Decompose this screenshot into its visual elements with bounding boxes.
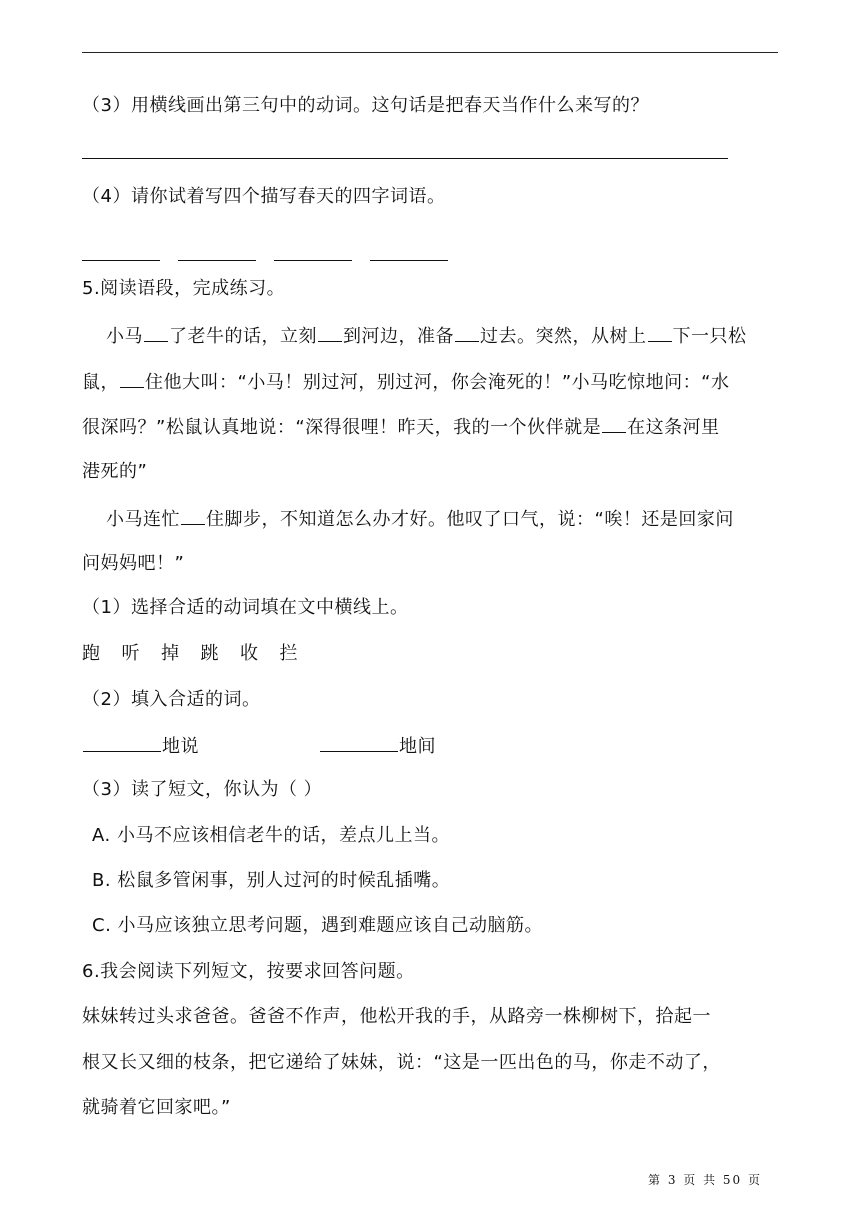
q5-title: 5.阅读语段，完成练习。 [82, 278, 286, 299]
q5-paragraph-line: 鼠， 住他大叫：“小马！别过河，别过河，你会淹死的！”小马吃惊地问：“水 [82, 369, 729, 395]
choice-word: 跑 [82, 643, 101, 664]
choice-word: 掉 [161, 643, 180, 664]
header-rule [82, 52, 778, 53]
answer-line [82, 158, 728, 159]
q5-paragraph-line: 小马连忙 住脚步，不知道怎么办才好。他叹了口气，说：“唉！还是回家问 [106, 506, 734, 532]
q5-paragraph-line: 小马 了老牛的话，立刻 到河边，准备 过去。突然，从树上 下一只松 [106, 323, 747, 349]
answer-blank [370, 260, 448, 261]
fill-in-line: 地说 地间 [82, 733, 436, 759]
four-answer-blanks [82, 246, 466, 265]
q5-paragraph-line: 很深吗？”松鼠认真地说：“深得很哩！昨天，我的一个伙伴就是 在这条河里 [82, 414, 720, 440]
q4-sub4: （4）请你试着写四个描写春天的四字词语。 [82, 186, 446, 207]
choice-word: 听 [121, 643, 140, 664]
q6-passage-line: 就骑着它回家吧。” [82, 1097, 231, 1118]
q5-sub1: （1）选择合适的动词填在文中横线上。 [82, 597, 409, 618]
answer-blank [82, 260, 160, 261]
choice-word: 收 [240, 643, 259, 664]
page-number: 第 3 页 共 50 页 [648, 1173, 762, 1187]
choice-word: 拦 [279, 643, 298, 664]
option-c: C. 小马应该独立思考问题，遇到难题应该自己动脑筋。 [92, 915, 544, 936]
choice-word: 跳 [200, 643, 219, 664]
q5-paragraph-line: 问妈妈吧！” [82, 553, 185, 574]
verb-choices [82, 642, 319, 666]
option-b: B. 松鼠多管闲事，别人过河的时候乱插嘴。 [92, 870, 451, 891]
answer-blank [274, 260, 352, 261]
q5-paragraph-line: 港死的” [82, 461, 148, 482]
answer-blank [178, 260, 256, 261]
q6-title: 6.我会阅读下列短文，按要求回答问题。 [82, 961, 415, 982]
q6-passage-line: 根又长又细的枝条，把它递给了妹妹，说：“这是一匹出色的马，你走不动了， [82, 1052, 721, 1073]
q6-passage-line: 妹妹转过头求爸爸。爸爸不作声，他松开我的手，从路旁一株柳树下，拾起一 [82, 1006, 711, 1027]
option-a: A. 小马不应该相信老牛的话，差点儿上当。 [92, 825, 450, 846]
q4-sub3: （3）用横线画出第三句中的动词。这句话是把春天当作什么来写的？ [82, 95, 649, 116]
q5-sub2: （2）填入合适的词。 [82, 689, 261, 710]
q5-sub3: （3）读了短文，你认为（ ） [82, 779, 323, 800]
